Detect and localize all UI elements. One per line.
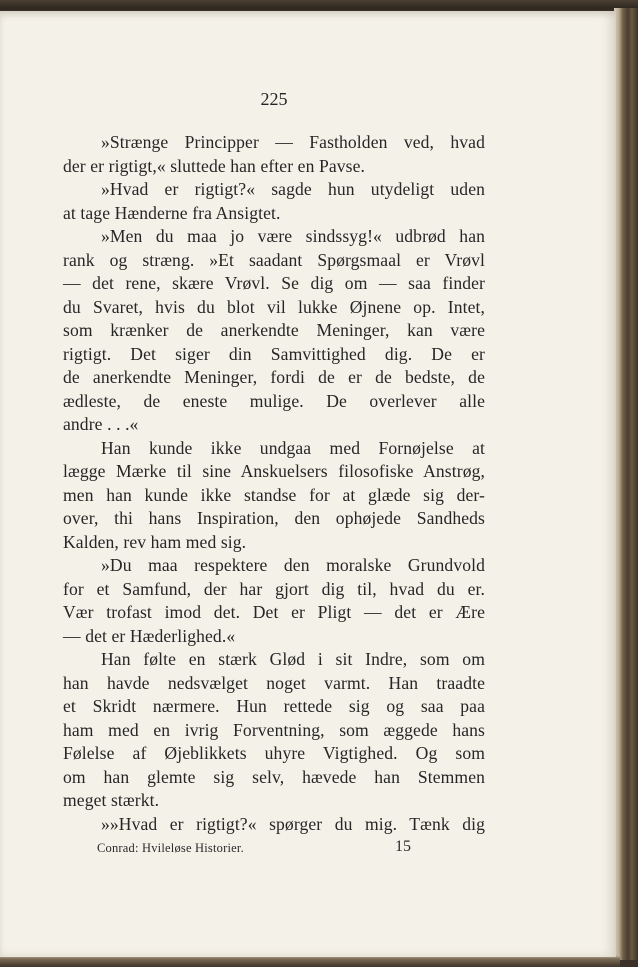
text-line: — det rene, skære Vrøvl. Se dig om — saa finder — [63, 273, 485, 293]
text-line: »Men du maa jo være sindssyg!« udbrød han — [101, 226, 485, 246]
text-line: meget stærkt. — [63, 790, 160, 810]
text-line: at tage Hænderne fra Ansigtet. — [63, 202, 281, 223]
text-line: Følelse af Øjeblikkets uhyre Vigtighed. Og som — [63, 743, 485, 763]
text-line: som krænker de anerkendte Meninger, kan være — [63, 320, 485, 340]
page-number: 225 — [260, 89, 288, 109]
text-line: over, thi hans Inspiration, den ophøjede Sandheds — [63, 508, 485, 528]
text-line: ham med en ivrig Forventning, som æggede hans — [63, 719, 485, 740]
text-line: om han glemte sig selv, hævede han Stemmen — [63, 766, 485, 787]
text-line: Kalden, rev ham med sig. — [63, 531, 247, 552]
text-line: »Strænge Principper — Fastholden ved, hvad — [101, 132, 485, 152]
text-line: men han kunde ikke standse for at glæde sig der- — [63, 484, 485, 505]
text-line: rank og stræng. »Et saadant Spørgsmaal er Vrøvl — [63, 249, 485, 270]
page-edge-right — [614, 8, 638, 960]
text-line: Vær trofast imod det. Det er Pligt — det er Ære — [63, 602, 485, 622]
text-line: Han følte en stærk Glød i sit Indre, som om — [101, 649, 485, 669]
footer-title: Conrad: Hvileløse Historier. — [97, 841, 244, 855]
text-line: Han kunde ikke undgaa med Fornøjelse at — [101, 437, 485, 458]
text-line: rigtigt. Det siger din Samvittighed dig. De er — [63, 343, 485, 364]
text-line: lægge Mærke til sine Anskuelsers filosofiske Anstrøg, — [63, 461, 485, 481]
body-text — [63, 131, 485, 836]
text-line: der er rigtigt,« sluttede han efter en Pavse. — [63, 155, 366, 176]
text-line: »Du maa respektere den moralske Grundvold — [101, 555, 485, 575]
text-line: »»Hvad er rigtigt?« spørger du mig. Tænk dig — [101, 813, 485, 834]
text-line: ædleste, de eneste mulige. De overlever alle — [63, 390, 485, 411]
text-line: han havde nedsvælget noget varmt. Han traadte — [63, 672, 485, 693]
text-line: — det er Hæderlighed.« — [63, 625, 236, 646]
signature-mark: 15 — [395, 838, 411, 855]
text-line: andre . . .« — [63, 414, 139, 434]
text-line: et Skridt nærmere. Hun rettede sig og saa paa — [63, 696, 485, 716]
text-line: »Hvad er rigtigt?« sagde hun utydeligt uden — [101, 179, 485, 199]
text-line: for et Samfund, der har gjort dig til, hvad du er. — [63, 578, 485, 599]
text-line: de anerkendte Meninger, fordi de er de bedste, de — [63, 367, 485, 387]
text-line: du Svaret, hvis du blot vil lukke Øjnene op. Intet, — [63, 296, 485, 317]
